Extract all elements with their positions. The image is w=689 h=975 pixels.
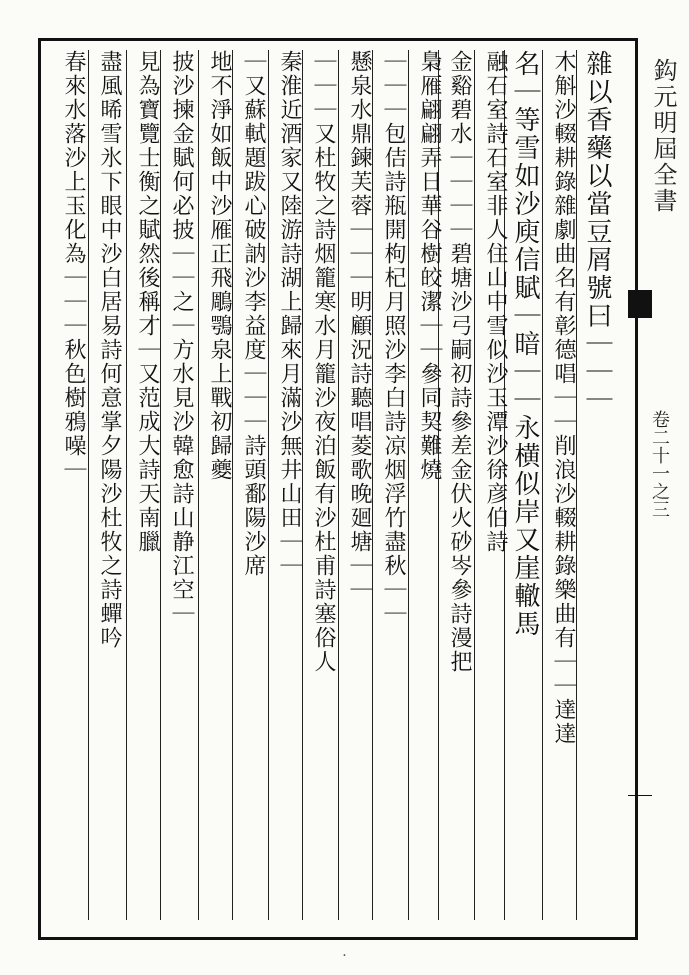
text-column-12: 地不淨如飯中沙雁正飛鵰鶚泉上戰初歸夔 <box>207 50 232 482</box>
text-column-13: 披沙揀金賦何必披｜｜之｜方水見沙韓愈詩山静江空｜ <box>169 50 194 626</box>
text-column-16: 春來水落沙上玉化為｜｜｜秋色樹鴉噪｜ <box>61 50 86 482</box>
column-rule <box>268 50 269 920</box>
column-rule <box>338 50 339 920</box>
text-column-1: 雜以香藥以當豆屑號曰｜｜｜ <box>582 50 612 414</box>
text-column-15: 盡風晞雪氷下眼中沙白居易詩何意掌夕陽沙杜牧之詩蟬吟 <box>97 50 122 650</box>
column-rule <box>474 50 475 920</box>
book-title: 鈎元明屆全書 <box>649 58 677 214</box>
volume-number: 卷二十一之三 <box>649 410 670 518</box>
text-column-9: ｜｜｜又杜牧之詩烟籠寒水月籠沙夜泊飯有沙杜甫詩塞俗人 <box>311 50 336 674</box>
text-column-14: 見為寶覽士衡之賦然後稱才｜又范成大詩天南臘 <box>135 50 160 554</box>
column-rule <box>88 50 89 920</box>
column-rule <box>542 50 543 920</box>
text-column-11: ｜又蘇軾題跋心破訥沙李益度｜｜｜詩頭鄱陽沙席 <box>241 50 266 578</box>
text-column-8: 懸泉水鼎鍊芙蓉｜｜｜明顧況詩聽唱菱歌晚廻塘｜｜ <box>347 50 372 602</box>
text-column-10: 秦淮近酒家又陸游詩湖上歸來月滿沙無井山田｜｜ <box>277 50 302 578</box>
column-rule <box>198 50 199 920</box>
column-rule <box>126 50 127 920</box>
text-column-2: 木斛沙輟耕錄雜劇曲名有彰德唱｜｜削浪沙輟耕錄樂曲有｜｜達達 <box>551 50 576 746</box>
gutter-rule <box>628 795 652 796</box>
text-column-4: 融石室詩石室非人住山中雪似沙玉潭沙徐彦伯詩 <box>483 50 508 554</box>
text-column-5: 金谿碧水｜｜｜｜碧塘沙弓嗣初詩參差金伏火砂岑參詩漫把 <box>447 50 472 674</box>
text-column-6: 梟雁翩翩弄日華谷樹皎潔｜｜參同契難燒 <box>417 50 442 482</box>
footer-mark: · <box>342 948 347 964</box>
text-column-7: ｜｜｜包佶詩瓶開枸杞月照沙李白詩凉烟浮竹盡秋｜｜ <box>381 50 406 626</box>
text-column-3: 名｜等雪如沙庾信賦｜暗｜｜永横似岸又崖轍馬 <box>510 50 540 638</box>
fish-tail-mark <box>628 290 652 318</box>
column-rule <box>408 50 409 920</box>
